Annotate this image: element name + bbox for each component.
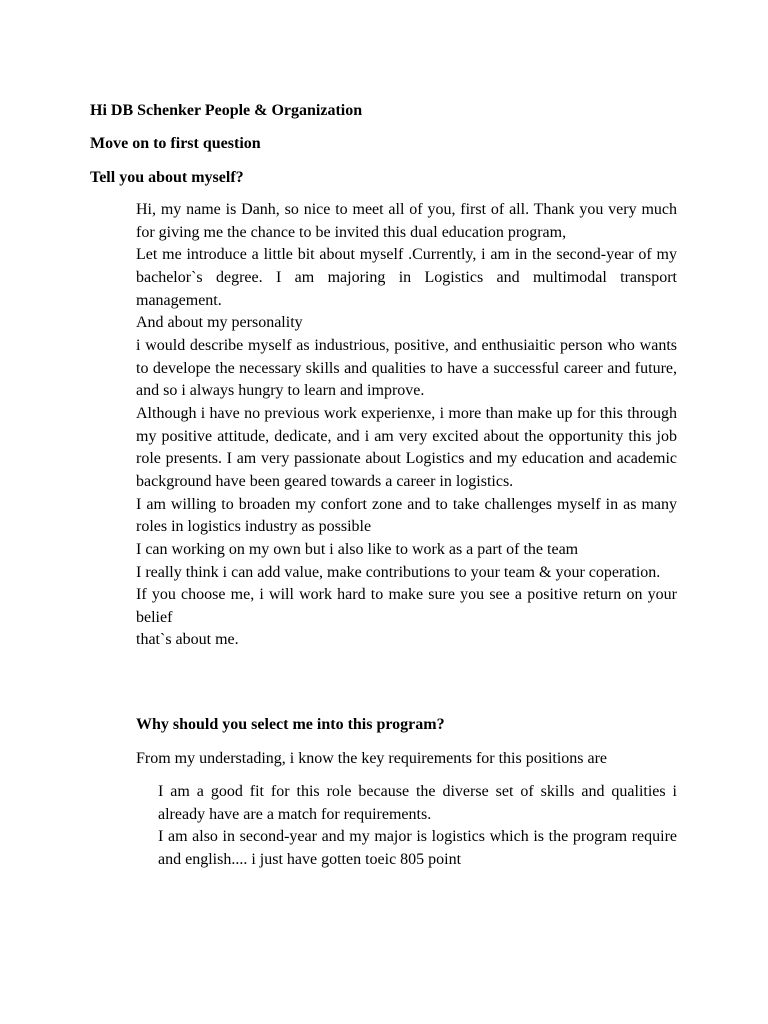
answer-2-point: I am also in second-year and my major is logistics which is the program require and english.... i just have gotten toeic 805 point xyxy=(158,828,677,868)
answer-1-paragraph: I am willing to broaden my confort zone and to take challenges myself in as many roles in logistics industry as possible xyxy=(136,495,677,536)
question-2-heading: Why should you select me into this program? xyxy=(136,716,445,733)
answer-1-paragraph: that`s about me. xyxy=(136,631,239,649)
question-1-heading: Tell you about myself? xyxy=(90,169,244,186)
answer-2-point: I am a good fit for this role because the diverse set of skills and qualities i already have are a match for requirements. xyxy=(158,783,677,823)
transition-heading: Move on to first question xyxy=(90,135,261,152)
answer-1-paragraph: Let me introduce a little bit about myself .Currently, i am in the second-year of my bachelor`s degree. I am majoring in Logistics and multimodal transport management. xyxy=(136,246,677,309)
answer-1-paragraph: Although i have no previous work experienxe, i more than make up for this through my positive attitude, dedicate, and i am very excited about the opportunity this job role presents. I am very passionate about Logistics and my education and academic background have been geared towards a career in logistics. xyxy=(136,404,677,490)
greeting-heading: Hi DB Schenker People & Organization xyxy=(90,102,363,119)
answer-1-paragraph: Hi, my name is Danh, so nice to meet all of you, first of all. Thank you very much for giving me the chance to be invited this dual education program, xyxy=(136,201,677,241)
answer-1-paragraph: If you choose me, i will work hard to make sure you see a positive return on your belief xyxy=(136,586,677,626)
answer-1-paragraph: And about my personality xyxy=(136,314,303,332)
answer-1-paragraph: I really think i can add value, make contributions to your team & your coperation. xyxy=(136,563,661,581)
answer-1-block xyxy=(136,199,677,652)
answer-1-paragraph: I can working on my own but i also like to work as a part of the team xyxy=(136,540,579,558)
answer-1-paragraph: i would describe myself as industrious, positive, and enthusiaitic person who wants to develope the necessary skills and qualities to have a successful career and future, and so i always hungry to learn and improve. xyxy=(136,336,677,400)
answer-2-intro-text: From my understading, i know the key requirements for this positions are xyxy=(136,750,608,767)
answer-2-intro xyxy=(136,748,696,770)
answer-2-points xyxy=(158,781,677,871)
